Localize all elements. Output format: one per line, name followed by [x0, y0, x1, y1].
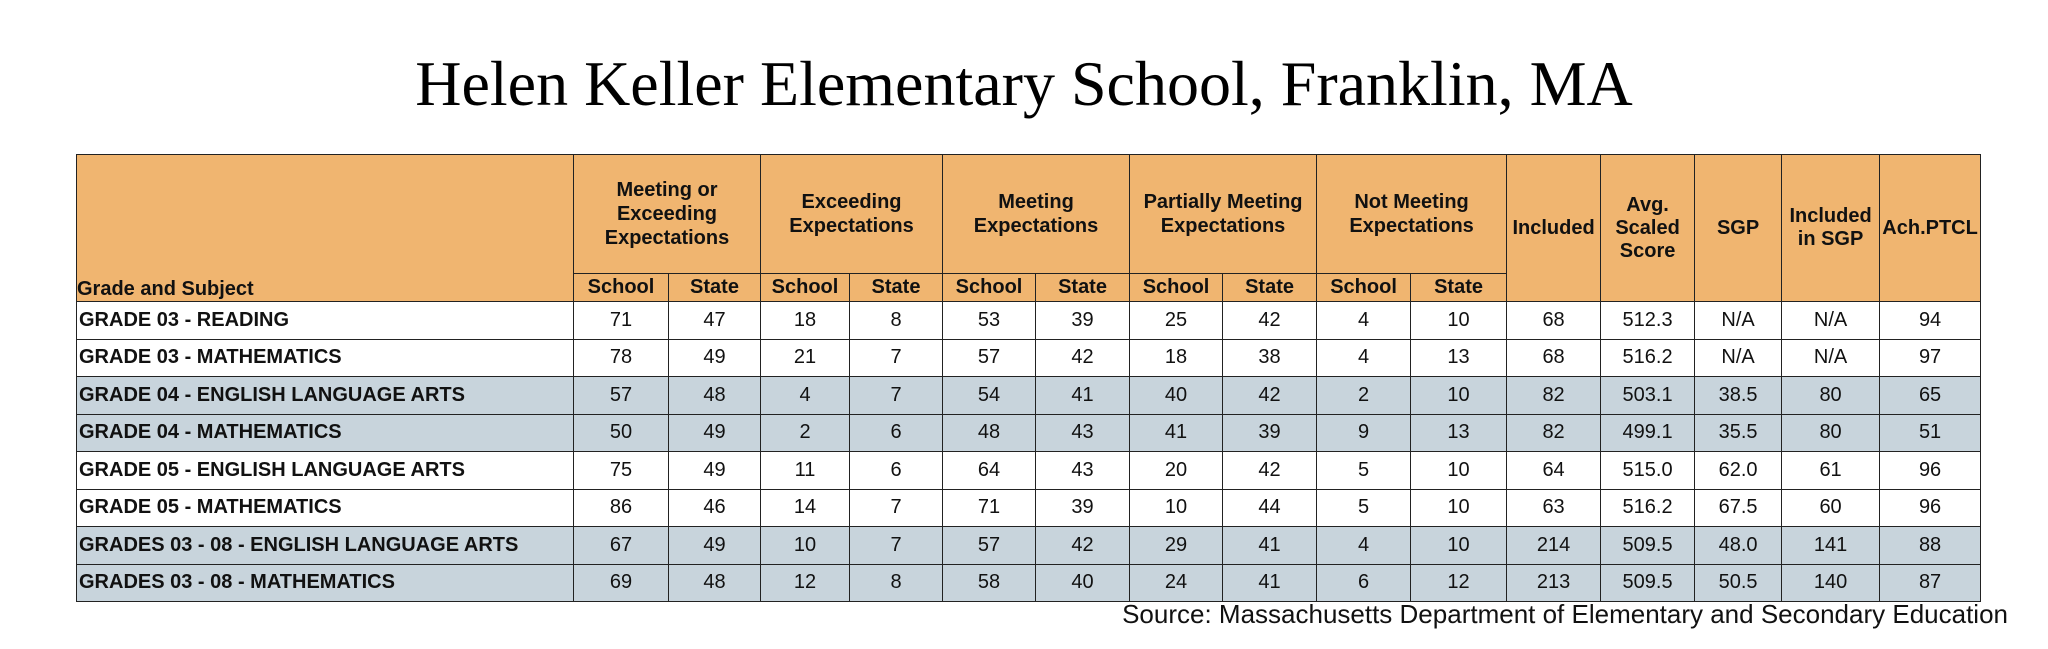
state-subheader: State: [850, 274, 943, 302]
group-header-meeting-or-exceeding: Meeting or Exceeding Expectations: [574, 155, 761, 274]
table-cell: 97: [1880, 339, 1981, 377]
table-row: [77, 302, 1981, 340]
table-cell: 12: [1411, 564, 1507, 602]
table-cell: 10: [1130, 489, 1223, 527]
table-cell: 4: [1317, 339, 1411, 377]
table-cell: 49: [669, 527, 761, 565]
table-cell: 7: [850, 527, 943, 565]
table-cell: 10: [761, 527, 850, 565]
table-cell: 42: [1223, 377, 1317, 415]
table-cell: 140: [1782, 564, 1880, 602]
table-cell: 39: [1036, 302, 1130, 340]
table-cell: 53: [943, 302, 1036, 340]
table-cell: 86: [574, 489, 669, 527]
table-cell: 141: [1782, 527, 1880, 565]
table-cell: 39: [1036, 489, 1130, 527]
table-cell: 75: [574, 452, 669, 490]
row-subject: GRADE 05 - MATHEMATICS: [77, 489, 574, 527]
table-row: [77, 377, 1981, 415]
table-cell: 94: [1880, 302, 1981, 340]
header-row-groups: [77, 155, 1981, 274]
table-cell: 82: [1507, 377, 1601, 415]
table-cell: 2: [1317, 377, 1411, 415]
table-cell: 7: [850, 489, 943, 527]
table-cell: 57: [943, 527, 1036, 565]
school-subheader: School: [1317, 274, 1411, 302]
table-cell: 57: [574, 377, 669, 415]
table-cell: 10: [1411, 302, 1507, 340]
table-cell: 71: [574, 302, 669, 340]
table-cell: 43: [1036, 414, 1130, 452]
table-cell: 41: [1036, 377, 1130, 415]
table-cell: 42: [1223, 452, 1317, 490]
table-cell: 49: [669, 339, 761, 377]
table-cell: 29: [1130, 527, 1223, 565]
table-row: [77, 489, 1981, 527]
table-cell: 41: [1130, 414, 1223, 452]
included-in-sgp-header: Included in SGP: [1782, 155, 1880, 302]
table-cell: 24: [1130, 564, 1223, 602]
state-subheader: State: [669, 274, 761, 302]
table-cell: 41: [1223, 527, 1317, 565]
table-cell: 516.2: [1601, 339, 1695, 377]
table-cell: 12: [761, 564, 850, 602]
table-cell: 25: [1130, 302, 1223, 340]
row-subject: GRADE 04 - MATHEMATICS: [77, 414, 574, 452]
table-cell: 64: [943, 452, 1036, 490]
table-row: [77, 339, 1981, 377]
table-cell: 67: [574, 527, 669, 565]
table-cell: 4: [1317, 302, 1411, 340]
table-row: [77, 414, 1981, 452]
scores-table: [76, 154, 1981, 602]
table-cell: 49: [669, 452, 761, 490]
table-cell: 48: [669, 377, 761, 415]
table-cell: 42: [1223, 302, 1317, 340]
table-cell: 516.2: [1601, 489, 1695, 527]
table-cell: N/A: [1782, 339, 1880, 377]
page-title: Helen Keller Elementary School, Franklin, MA: [415, 48, 1633, 119]
table-cell: 10: [1411, 452, 1507, 490]
table-cell: 8: [850, 302, 943, 340]
table-cell: 50.5: [1695, 564, 1782, 602]
table-row: [77, 564, 1981, 602]
state-subheader: State: [1411, 274, 1507, 302]
table-cell: 512.3: [1601, 302, 1695, 340]
table-cell: 63: [1507, 489, 1601, 527]
source-note: Source: Massachusetts Department of Elementary and Secondary Education: [1122, 599, 2008, 629]
school-subheader: School: [943, 274, 1036, 302]
table-cell: 6: [1317, 564, 1411, 602]
table-cell: 58: [943, 564, 1036, 602]
table-cell: 5: [1317, 452, 1411, 490]
table-cell: 57: [943, 339, 1036, 377]
state-subheader: State: [1223, 274, 1317, 302]
table-cell: 78: [574, 339, 669, 377]
table-cell: 40: [1036, 564, 1130, 602]
table-cell: 8: [850, 564, 943, 602]
table-cell: 47: [669, 302, 761, 340]
table-cell: 20: [1130, 452, 1223, 490]
table-cell: 38.5: [1695, 377, 1782, 415]
table-cell: 4: [761, 377, 850, 415]
table-cell: 39: [1223, 414, 1317, 452]
row-subject: GRADES 03 - 08 - ENGLISH LANGUAGE ARTS: [77, 527, 574, 565]
table-cell: 213: [1507, 564, 1601, 602]
table-cell: 214: [1507, 527, 1601, 565]
table-cell: 21: [761, 339, 850, 377]
table-cell: 60: [1782, 489, 1880, 527]
row-subject: GRADES 03 - 08 - MATHEMATICS: [77, 564, 574, 602]
table-cell: 41: [1223, 564, 1317, 602]
table-cell: 14: [761, 489, 850, 527]
table-cell: 82: [1507, 414, 1601, 452]
row-subject: GRADE 05 - ENGLISH LANGUAGE ARTS: [77, 452, 574, 490]
table-cell: 503.1: [1601, 377, 1695, 415]
table-cell: 7: [850, 339, 943, 377]
table-cell: 43: [1036, 452, 1130, 490]
table-cell: 11: [761, 452, 850, 490]
table-cell: 509.5: [1601, 527, 1695, 565]
table-cell: 18: [1130, 339, 1223, 377]
table-cell: 9: [1317, 414, 1411, 452]
table-cell: 499.1: [1601, 414, 1695, 452]
table-body: [77, 302, 1981, 602]
school-subheader: School: [1130, 274, 1223, 302]
table-cell: 4: [1317, 527, 1411, 565]
row-subject: GRADE 03 - MATHEMATICS: [77, 339, 574, 377]
table-cell: 10: [1411, 377, 1507, 415]
table-cell: 65: [1880, 377, 1981, 415]
school-subheader: School: [761, 274, 850, 302]
table-cell: 46: [669, 489, 761, 527]
table-cell: 69: [574, 564, 669, 602]
table-cell: 5: [1317, 489, 1411, 527]
row-subject: GRADE 04 - ENGLISH LANGUAGE ARTS: [77, 377, 574, 415]
table-cell: 13: [1411, 339, 1507, 377]
table-cell: 64: [1507, 452, 1601, 490]
school-subheader: School: [574, 274, 669, 302]
table-cell: 7: [850, 377, 943, 415]
table-cell: 68: [1507, 339, 1601, 377]
table-cell: 50: [574, 414, 669, 452]
avg-scaled-score-header: Avg. Scaled Score: [1601, 155, 1695, 302]
group-header-not-meeting: Not Meeting Expectations: [1317, 155, 1507, 274]
table-row: [77, 452, 1981, 490]
table-cell: 2: [761, 414, 850, 452]
table-cell: 80: [1782, 414, 1880, 452]
state-subheader: State: [1036, 274, 1130, 302]
table-cell: 48: [669, 564, 761, 602]
table-cell: 42: [1036, 527, 1130, 565]
table-cell: 80: [1782, 377, 1880, 415]
table-cell: 88: [1880, 527, 1981, 565]
table-cell: 38: [1223, 339, 1317, 377]
group-header-meeting: Meeting Expectations: [943, 155, 1130, 274]
table-cell: 49: [669, 414, 761, 452]
table-cell: 67.5: [1695, 489, 1782, 527]
group-header-exceeding: Exceeding Expectations: [761, 155, 943, 274]
table-cell: 509.5: [1601, 564, 1695, 602]
table-cell: 10: [1411, 489, 1507, 527]
table-cell: 48.0: [1695, 527, 1782, 565]
table-cell: 68: [1507, 302, 1601, 340]
table-cell: 51: [1880, 414, 1981, 452]
table-cell: 18: [761, 302, 850, 340]
table-row: [77, 527, 1981, 565]
group-header-partially-meeting: Partially Meeting Expectations: [1130, 155, 1317, 274]
table-cell: N/A: [1695, 339, 1782, 377]
table-cell: 71: [943, 489, 1036, 527]
included-header: Included: [1507, 155, 1601, 302]
row-subject: GRADE 03 - READING: [77, 302, 574, 340]
subject-header: Grade and Subject: [77, 155, 574, 302]
table-cell: 6: [850, 414, 943, 452]
table-cell: 44: [1223, 489, 1317, 527]
table-cell: 87: [1880, 564, 1981, 602]
table-cell: 62.0: [1695, 452, 1782, 490]
table-cell: 13: [1411, 414, 1507, 452]
table-cell: 6: [850, 452, 943, 490]
table-cell: 515.0: [1601, 452, 1695, 490]
table-cell: 42: [1036, 339, 1130, 377]
table-cell: 40: [1130, 377, 1223, 415]
table-cell: N/A: [1695, 302, 1782, 340]
sgp-header: SGP: [1695, 155, 1782, 302]
ach-ptcl-header: Ach.PTCL: [1880, 155, 1981, 302]
table-cell: 10: [1411, 527, 1507, 565]
table-cell: N/A: [1782, 302, 1880, 340]
table-cell: 61: [1782, 452, 1880, 490]
table-cell: 96: [1880, 489, 1981, 527]
table-cell: 35.5: [1695, 414, 1782, 452]
table-cell: 96: [1880, 452, 1981, 490]
table-cell: 54: [943, 377, 1036, 415]
table-cell: 48: [943, 414, 1036, 452]
